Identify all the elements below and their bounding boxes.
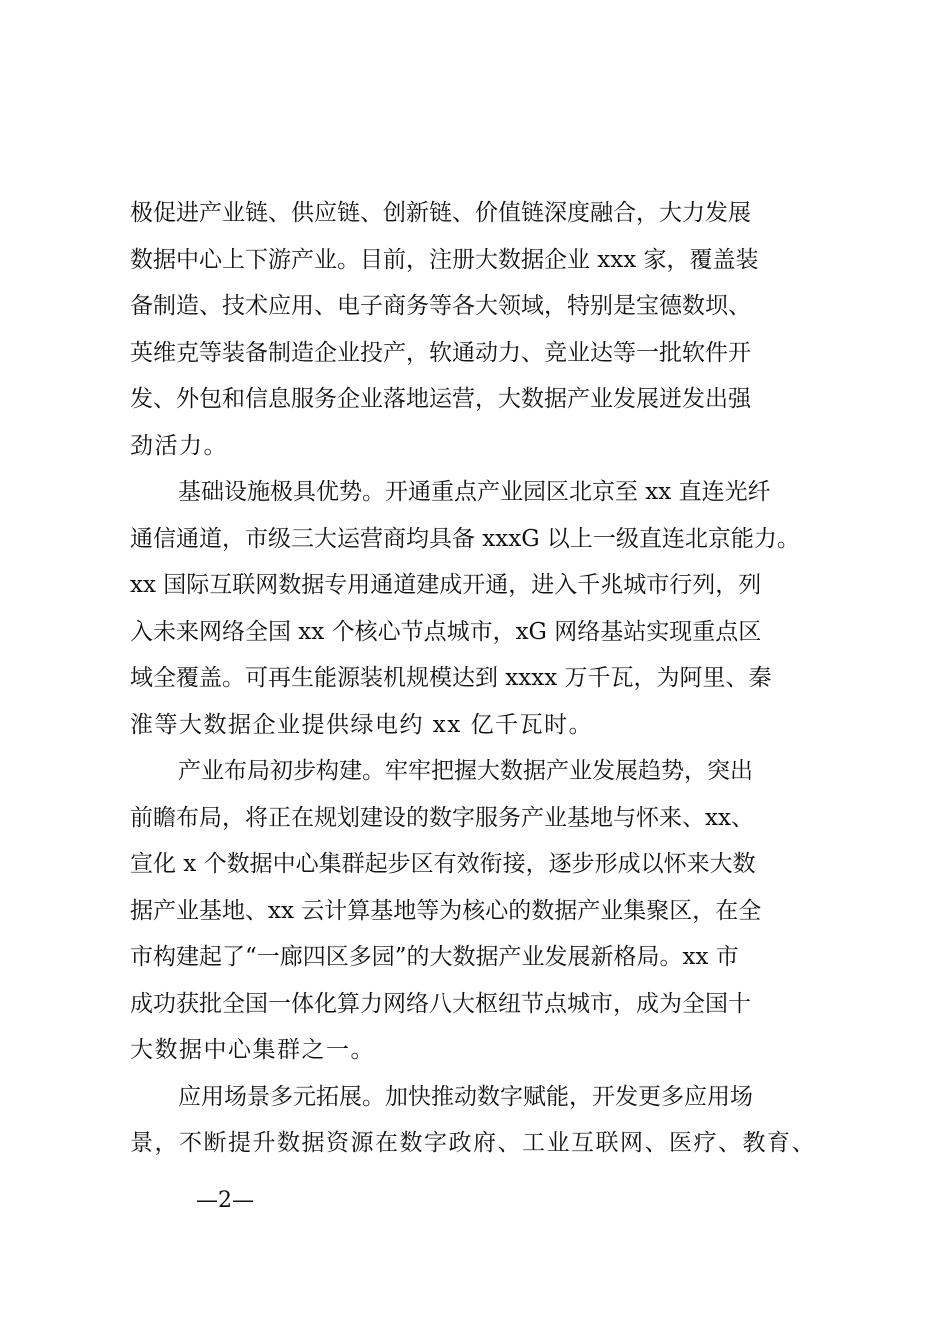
text-line: 大数据中心集群之一。 — [130, 1037, 375, 1063]
text-line: 据产业基地、xx 云计算基地等为核心的数据产业集聚区，在全 — [130, 897, 762, 924]
text-line: 极促进产业链、供应链、创新链、价值链深度融合，大力发展 — [130, 200, 751, 226]
text-line: 英维克等装备制造企业投产，软通动力、竞业达等一批软件开 — [130, 339, 751, 366]
text-line: 宣化 x 个数据中心集群起步区有效衔接，逐步形成以怀来大数 — [130, 851, 756, 877]
text-line: 前瞻布局，将正在规划建设的数字服务产业基地与怀来、xx、 — [130, 804, 754, 831]
text-line: 发、外包和信息服务企业落地运营，大数据产业发展迸发出强 — [130, 386, 751, 412]
body-text — [130, 190, 850, 1167]
text-line: 入未来网络全国 xx 个核心节点城市，xG 网络基站实现重点区 — [130, 618, 762, 645]
text-line: 备制造、技术应用、电子商务等各大领域，特别是宝德数坝、 — [130, 293, 751, 319]
text-line: 产业布局初步构建。牢牢把握大数据产业发展趋势，突出 — [178, 758, 753, 784]
text-line: 成功获批全国一体化算力网络八大枢纽节点城市，成为全国十 — [130, 990, 751, 1017]
text-line: 淮等大数据企业提供绿电约 xx 亿千瓦时。 — [130, 711, 594, 738]
text-line: 劲活力。 — [130, 432, 228, 459]
text-line: 域全覆盖。可再生能源装机规模达到 xxxx 万千瓦，为阿里、秦 — [130, 665, 772, 691]
text-line: xx 国际互联网数据专用通道建成开通，进入千兆城市行列，列 — [130, 572, 762, 598]
paragraph — [130, 748, 850, 1074]
paragraph — [130, 1074, 850, 1167]
paragraph — [130, 190, 850, 469]
text-line: 数据中心上下游产业。目前，注册大数据企业 xxx 家，覆盖装 — [130, 246, 759, 273]
paragraph — [130, 469, 850, 748]
page-number: —2— — [196, 1188, 254, 1213]
text-line: 应用场景多元拓展。加快推动数字赋能，开发更多应用场 — [178, 1083, 753, 1110]
text-line: 景，不断提升数据资源在数字政府、工业互联网、医疗、教育、 — [130, 1130, 816, 1156]
text-line: 通信通道，市级三大运营商均具备 xxxG 以上一级直连北京能力。 — [130, 525, 800, 552]
text-line: 市构建起了“一廊四区多园”的大数据产业发展新格局。xx 市 — [130, 944, 739, 970]
text-line: 基础设施极具优势。开通重点产业园区北京至 xx 直连光纤 — [178, 479, 771, 505]
